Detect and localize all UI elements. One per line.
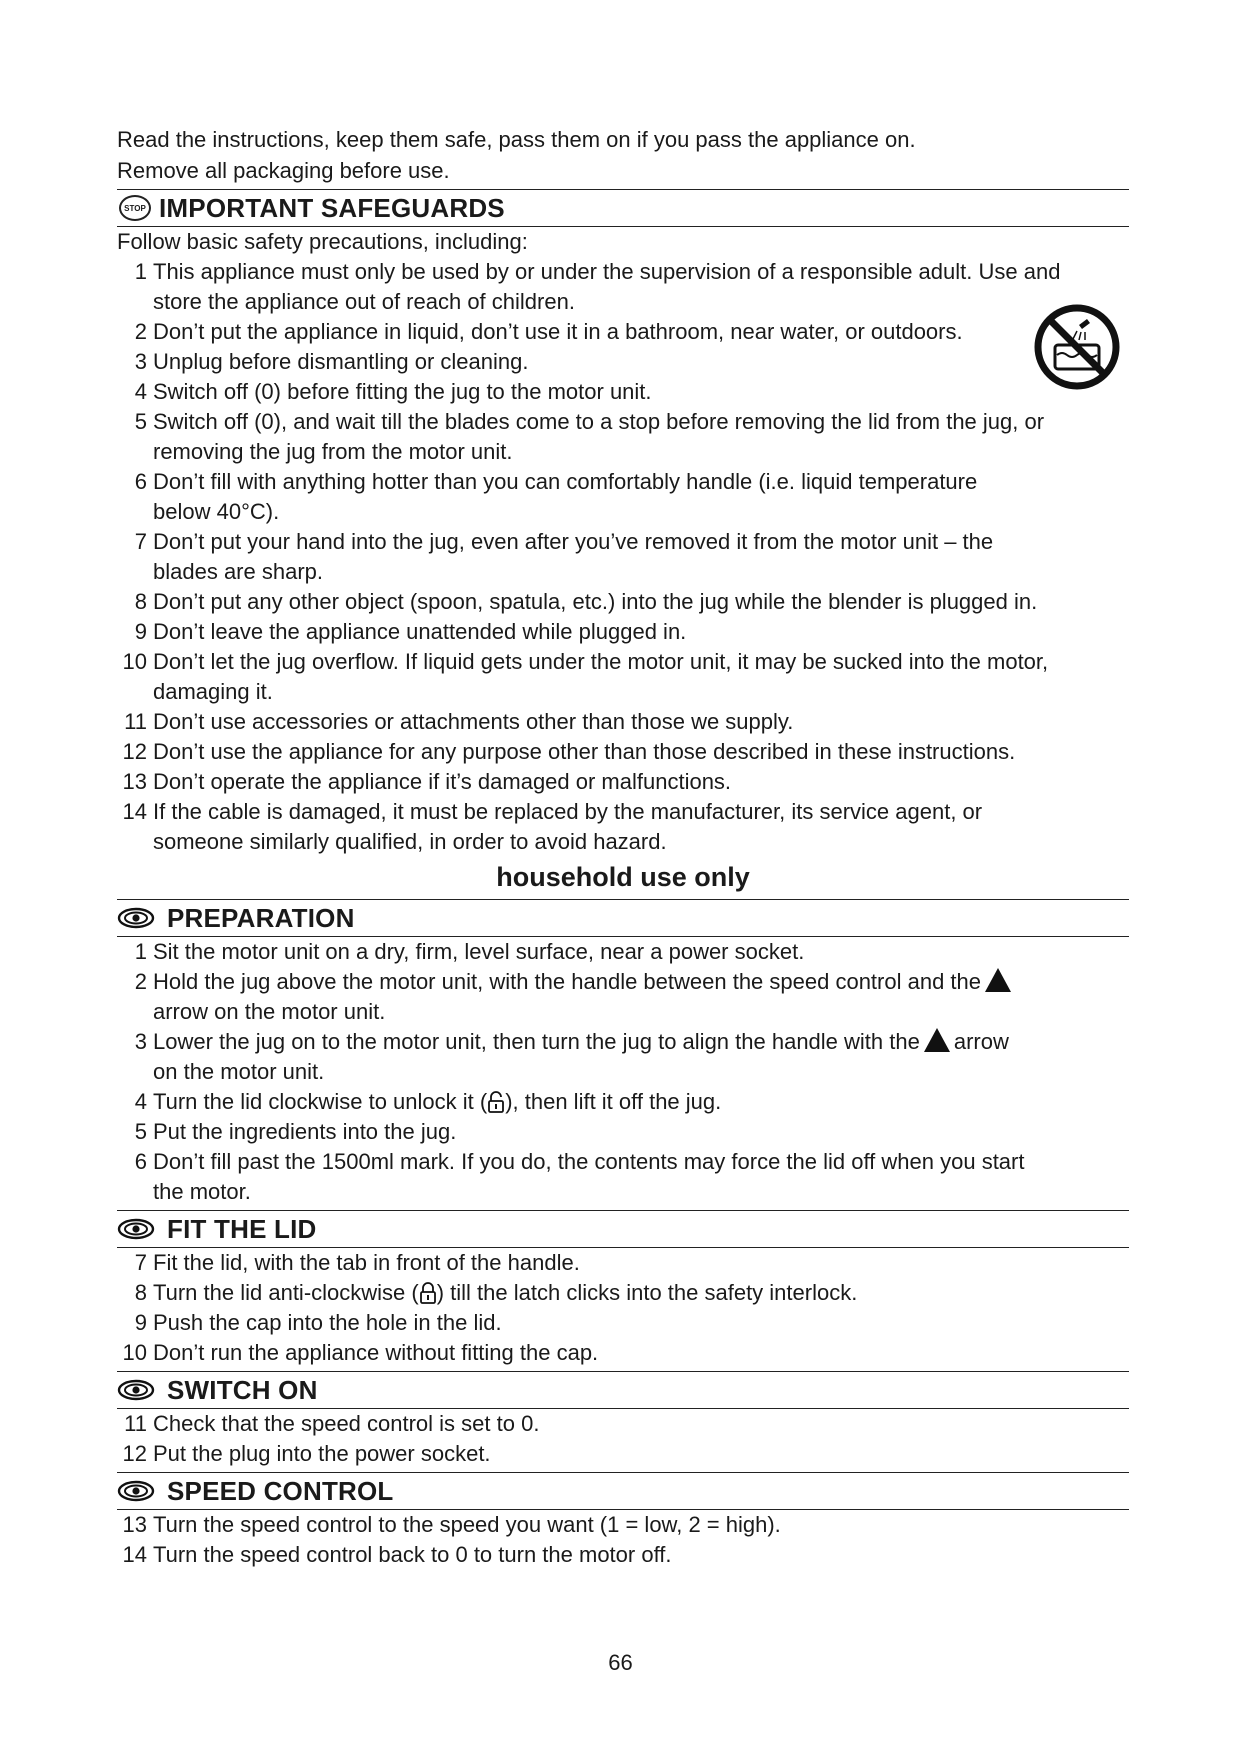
list-item: 12 Put the plug into the power socket.: [122, 1441, 491, 1466]
intro-line-1: Read the instructions, keep them safe, pass them on if you pass the appliance on.: [117, 127, 916, 152]
preparation-title: PREPARATION: [167, 902, 355, 933]
arrow-triangle-icon: [985, 968, 1011, 992]
list-item: 13 Turn the speed control to the speed you want (1 = low, 2 = high).: [122, 1512, 781, 1537]
unlock-icon: [487, 1090, 505, 1114]
eye-icon: [117, 1216, 155, 1242]
list-item: 6 Don’t fill past the 1500ml mark. If you do, the contents may force the lid off when you start the motor.: [134, 1149, 1025, 1204]
page-number: 66: [608, 1650, 633, 1675]
eye-icon: [117, 1377, 155, 1403]
manual-page: [117, 124, 1129, 1570]
list-item: 8 Don’t put any other object (spoon, spatula, etc.) into the jug while the blender is plugged in.: [134, 589, 1038, 614]
arrow-triangle-icon: [924, 1028, 950, 1052]
switch-on-title: SWITCH ON: [167, 1374, 318, 1405]
intro-line-2: Remove all packaging before use.: [117, 158, 450, 183]
list-item: 3 Unplug before dismantling or cleaning.: [134, 349, 529, 374]
list-item: 5 Put the ingredients into the jug.: [134, 1119, 457, 1144]
household-use-note: household use only: [496, 862, 750, 892]
list-item: 4 Switch off (0) before fitting the jug to the motor unit.: [134, 379, 652, 404]
eye-icon: [117, 1478, 155, 1504]
safeguards-header: [117, 189, 1129, 227]
safeguards-lead: Follow basic safety precautions, including:: [117, 229, 528, 254]
safeguards-title: IMPORTANT SAFEGUARDS: [159, 192, 505, 223]
lock-icon: [419, 1281, 437, 1305]
speed-control-header: [117, 1472, 1129, 1510]
list-item: 14 If the cable is damaged, it must be replaced by the manufacturer, its service agent, or someone similarly qualified, in order to avoid hazard.: [122, 799, 983, 854]
list-item: 8 Turn the lid anti-clockwise ( ) till the latch clicks into the safety interlock.: [134, 1280, 858, 1305]
list-item: 6 Don’t fill with anything hotter than you can comfortably handle (i.e. liquid temperature below 40°C).: [134, 469, 978, 524]
list-item: 7 Don’t put your hand into the jug, even after you’ve removed it from the motor unit – the blades are sharp.: [134, 529, 994, 584]
switch-on-header: [117, 1371, 1129, 1409]
list-item: 3 Lower the jug on to the motor unit, then turn the jug to align the handle with the arrow on the motor unit.: [134, 1029, 1009, 1084]
list-item: 11 Don’t use accessories or attachments other than those we supply.: [124, 709, 794, 734]
list-item: 9 Don’t leave the appliance unattended while plugged in.: [134, 619, 687, 644]
fit-lid-header: [117, 1210, 1129, 1248]
list-item: 13 Don’t operate the appliance if it’s damaged or malfunctions.: [122, 769, 732, 794]
list-item: 1 Sit the motor unit on a dry, firm, level surface, near a power socket.: [134, 939, 805, 964]
list-item: 10 Don’t let the jug overflow. If liquid gets under the motor unit, it may be sucked into the motor, damaging it.: [122, 649, 1049, 704]
list-item: 7 Fit the lid, with the tab in front of the handle.: [134, 1250, 580, 1275]
speed-control-title: SPEED CONTROL: [167, 1475, 394, 1506]
preparation-header: [117, 899, 1129, 937]
list-item: 1 This appliance must only be used by or under the supervision of a responsible adult. Use and store the appliance out of reach of children.: [134, 259, 1061, 314]
fit-lid-title: FIT THE LID: [167, 1213, 317, 1244]
list-item: 5 Switch off (0), and wait till the blades come to a stop before removing the lid from the jug, or removing the jug from the motor unit.: [134, 409, 1045, 464]
list-item: 11 Check that the speed control is set to 0.: [124, 1411, 540, 1436]
stop-icon: STOP: [119, 195, 151, 221]
no-bath-water-icon: [1033, 303, 1121, 391]
list-item: 4 Turn the lid clockwise to unlock it ( ), then lift it off the jug.: [134, 1089, 722, 1114]
list-item: 9 Push the cap into the hole in the lid.: [134, 1310, 502, 1335]
list-item: 2 Don’t put the appliance in liquid, don’t use it in a bathroom, near water, or outdoors.: [134, 319, 963, 344]
eye-icon: [117, 905, 155, 931]
list-item: 2 Hold the jug above the motor unit, with the handle between the speed control and the arrow on the motor unit.: [117, 967, 1129, 1027]
list-item: 14 Turn the speed control back to 0 to turn the motor off.: [122, 1542, 672, 1567]
list-item: 10 Don’t run the appliance without fitting the cap.: [122, 1340, 599, 1365]
list-item: 12 Don’t use the appliance for any purpose other than those described in these instructions.: [122, 739, 1016, 764]
